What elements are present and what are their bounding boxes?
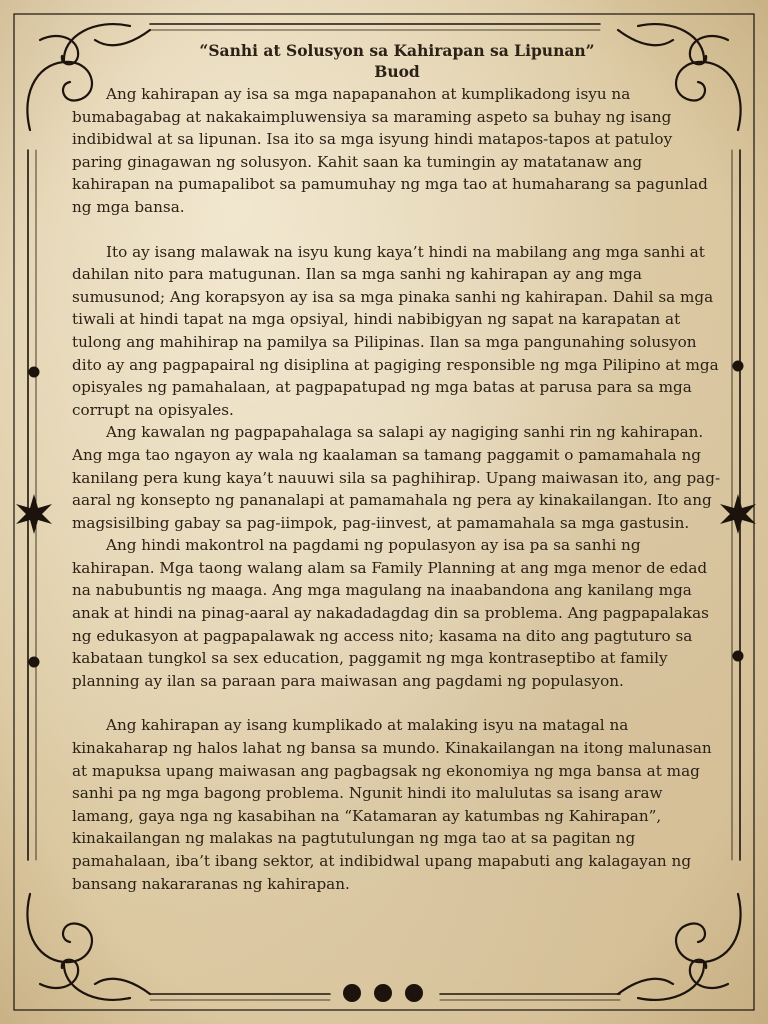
- paragraph-spacer: [72, 219, 722, 241]
- paragraph-spacer: [72, 692, 722, 714]
- paragraph-2: Ito ay isang malawak na isyu kung kaya’t hindi na mabilang ang mga sanhi at dahilan nito para matugunan. Ilan sa mga sanhi ng kahirapan ay ang mga sumusunod; Ang korapsyon ay isa sa mga pinaka sanhi ng kahirapan. Dahil sa mga tiwali at hindi tapat na mga opsiyal, hindi nabibigyan ng sapat na karapatan at tulong ang mahihirap na pamilya sa Pilipinas. Ilan sa mga pangunahing solusyon dito ay ang pagpapairal ng disiplina at pagiging responsible ng mga Pilipino at mga opisyales ng pamahalaan, at pagpapatupad ng mga batas at parusa para sa mga corrupt na opisyales.: [72, 242, 719, 419]
- paragraph-1: Ang kahirapan ay isa sa mga napapanahon at kumplikadong isyu na bumabagabag at nakakaimpluwensiya sa maraming aspeto sa buhay ng isang indibidwal at sa lipunan. Isa ito sa mga isyung hindi matapos-tapos at patuloy paring ginagawan ng solusyon. Kahit saan ka tumingin ay matatanaw ang kahirapan na pumapalibot sa pamumuhay ng mga tao at humaharang sa pagunlad ng mga bansa.: [72, 85, 708, 216]
- paragraph-4: Ang hindi makontrol na pagdami ng populasyon ay isa pa sa sanhi ng kahirapan. Mga taong walang alam sa Family Planning at ang mga menor de edad na nabubuntis ng maaga. Ang mga magulang na inaabandona ang kanilang mga anak at hindi na pinag-aaral ay nakadadagdag din sa problema. Ang pagpapalakas ng edukasyon at pagpapalawak ng access nito; kasama na dito ang pagtuturo sa kabataan tungkol sa sex education, paggamit ng mga kontraseptibo at family planning ay ilan sa paraan para maiwasan ang pagdami ng populasyon.: [72, 536, 709, 690]
- document-subtitle: Buod: [374, 62, 420, 81]
- paragraph-5: Ang kahirapan ay isang kumplikado at malaking isyu na matagal na kinakaharap ng halos lahat ng bansa sa mundo. Kinakailangan na itong malunasan at mapuksa upang maiwasan ang pagbagsak ng ekonomiya ng mga bansa at mag sanhi pa ng mga bagong problema. Ngunit hindi ito malulutas sa isang araw lamang, gaya nga ng kasabihan na “Katamaran ay katumbas ng Kahirapan”, kinakailangan ng malakas na pagtutulungan ng mga tao at sa pagitan ng pamahalaan, iba’t ibang sektor, at indibidwal upang mapabuti ang kalagayan ng bansang nakararanas ng kahirapan.: [72, 716, 712, 893]
- document-body: [72, 40, 722, 895]
- document-title: “Sanhi at Solusyon sa Kahirapan sa Lipunan”: [199, 41, 595, 60]
- paragraph-3: Ang kawalan ng pagpapahalaga sa salapi ay nagiging sanhi rin ng kahirapan. Ang mga tao ngayon ay wala ng kaalaman sa tamang paggamit o pamamahala ng kanilang pera kung kaya’t nauuwi sila sa paghihirap. Upang maiwasan ito, ang pag-aaral ng konsepto ng pananalapi at pamamahala ng pera ay kinakailangan. Ito ang magsisilbing gabay sa pag-iimpok, pag-iinvest, at pamamahala sa mga gastusin.: [72, 423, 721, 532]
